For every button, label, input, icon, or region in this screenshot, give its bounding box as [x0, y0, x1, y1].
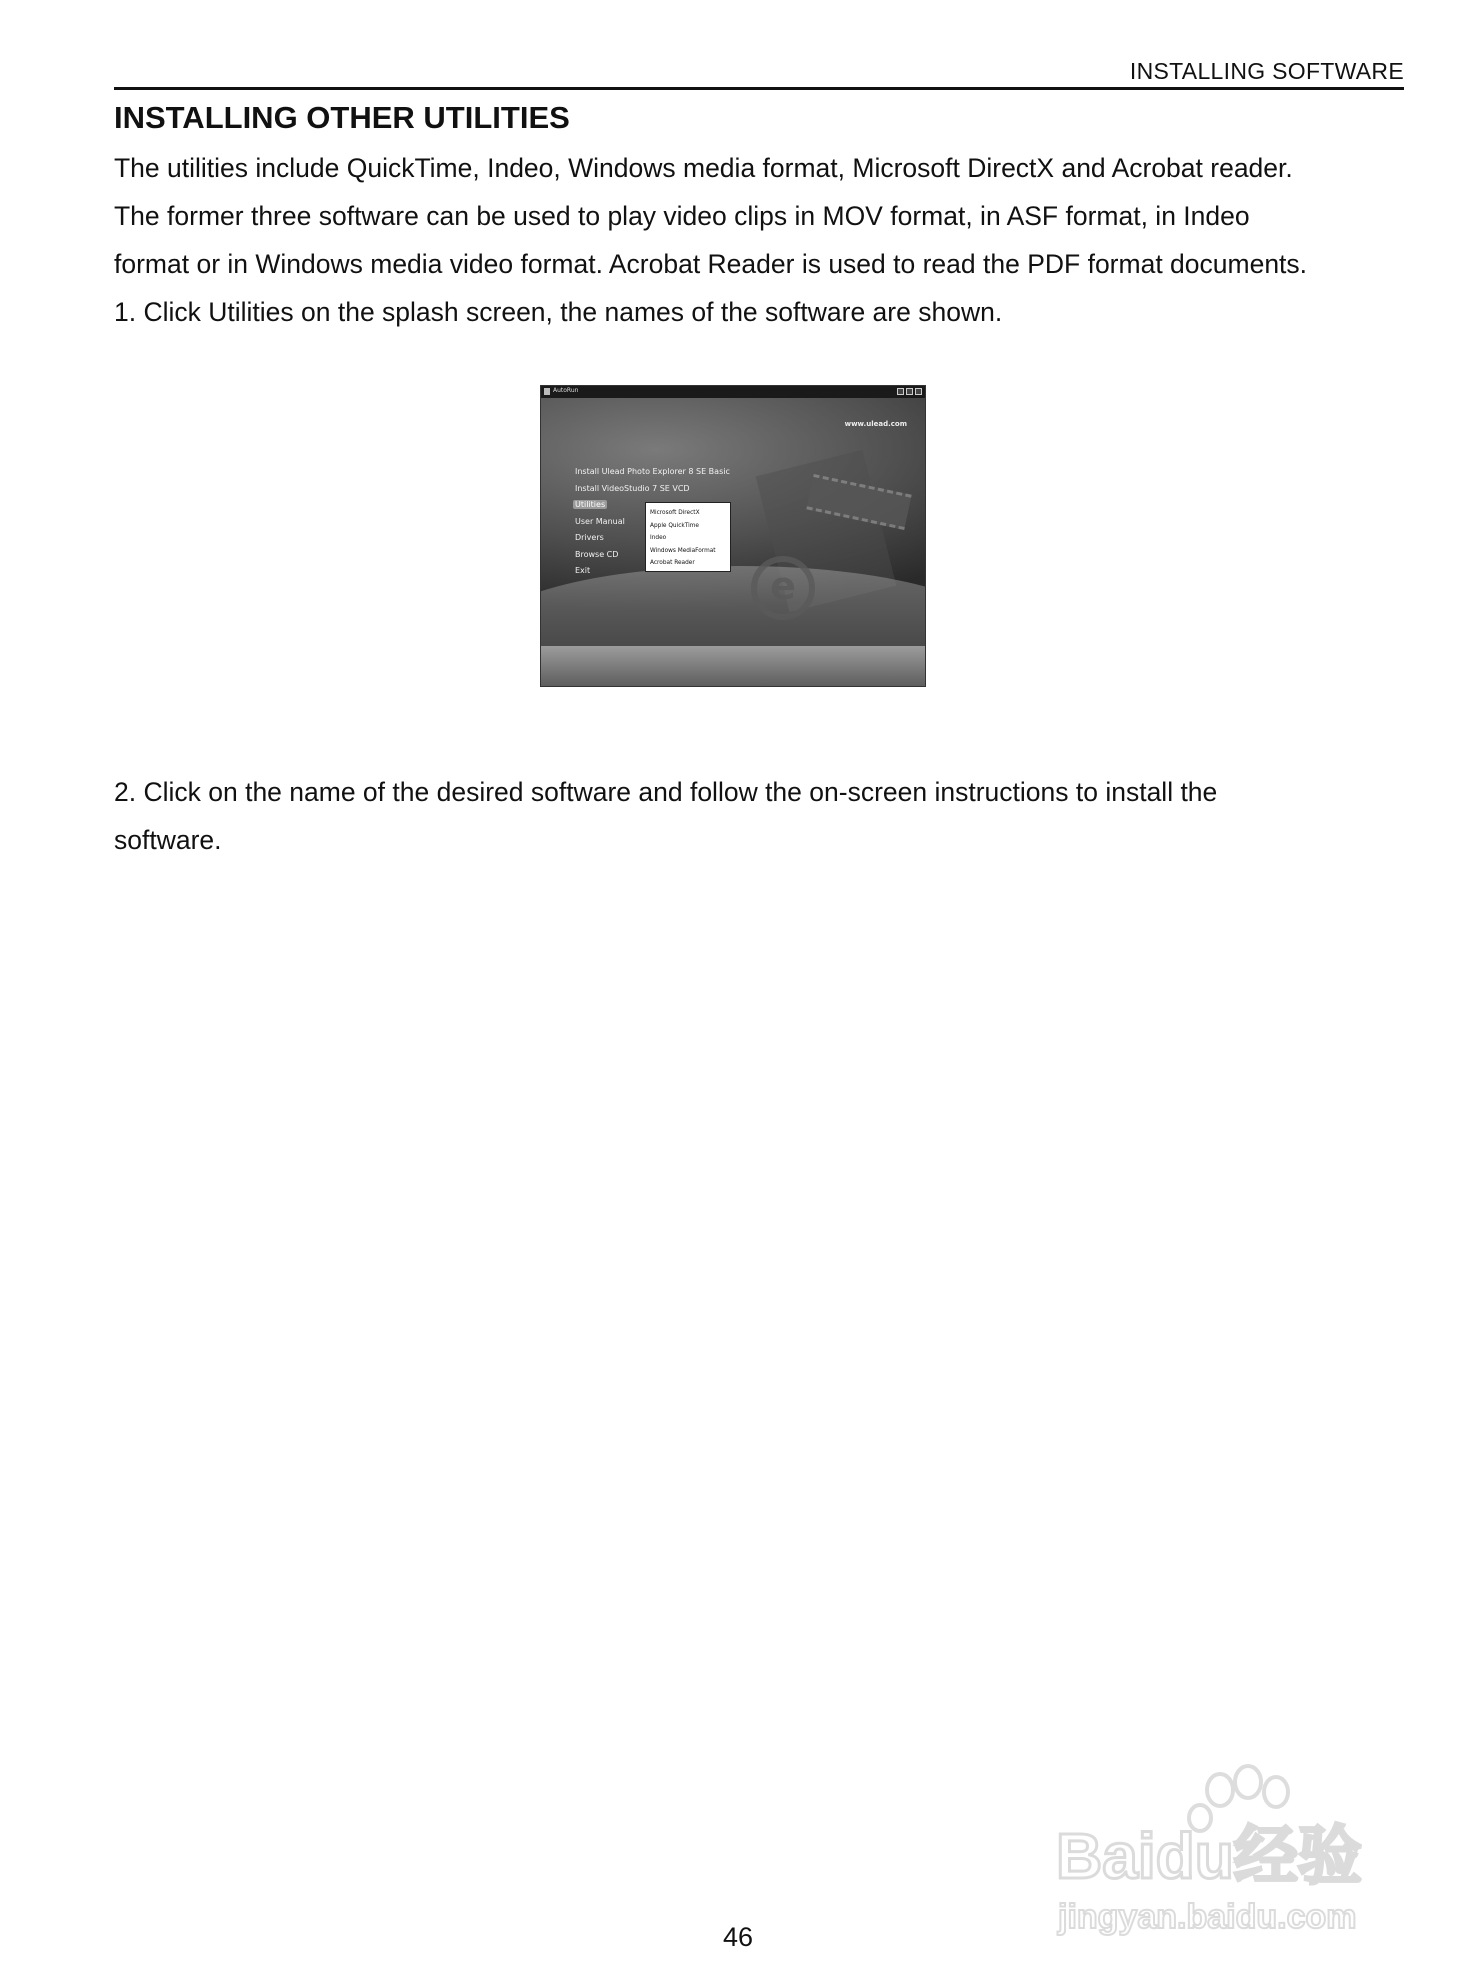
submenu-item-quicktime[interactable]: Apple QuickTime	[650, 522, 699, 529]
text-line: 2. Click on the name of the desired software and follow the on-screen instructions to install the	[114, 777, 1218, 807]
text-line: The former three software can be used to play video clips in MOV format, in ASF format, in Indeo	[114, 201, 1250, 231]
maximize-icon[interactable]	[906, 388, 913, 395]
intro-paragraph	[114, 144, 1414, 336]
close-icon[interactable]	[915, 388, 922, 395]
autorun-screenshot	[540, 385, 926, 687]
ulead-logo-icon: e	[751, 556, 815, 620]
text-line: format or in Windows media video format. Acrobat Reader is used to read the PDF format documents.	[114, 249, 1308, 279]
baidu-watermark	[1050, 1760, 1410, 1940]
utilities-submenu	[645, 502, 731, 572]
section-title: INSTALLING OTHER UTILITIES	[114, 100, 570, 135]
submenu-item-indeo[interactable]: Indeo	[650, 535, 667, 542]
page-number: 46	[722, 1922, 754, 1952]
menu-item-exit[interactable]: Exit	[575, 566, 591, 575]
header-rule	[114, 87, 1404, 90]
text-line: The utilities include QuickTime, Indeo, Windows media format, Microsoft DirectX and Acrobat reader.	[114, 153, 1293, 183]
menu-item-user-manual[interactable]: User Manual	[575, 516, 625, 526]
watermark-brand: Baidu经验	[1056, 1820, 1362, 1892]
app-icon	[544, 388, 550, 395]
minimize-icon[interactable]	[897, 388, 904, 395]
menu-item-install-videostudio[interactable]: Install VideoStudio 7 SE VCD	[575, 483, 690, 493]
screenshot-footer-band	[541, 646, 925, 686]
window-title: AutoRun	[553, 387, 579, 394]
running-header: INSTALLING SOFTWARE	[1129, 58, 1404, 84]
step-1-text: 1. Click Utilities on the splash screen, the names of the software are shown.	[114, 297, 1003, 327]
menu-item-install-photo-explorer[interactable]: Install Ulead Photo Explorer 8 SE Basic	[575, 467, 730, 476]
menu-item-utilities[interactable]: Utilities	[575, 500, 606, 509]
watermark-url: jingyan.baidu.com	[1058, 1898, 1357, 1936]
submenu-item-acrobat-reader[interactable]: Acrobat Reader	[650, 560, 695, 567]
menu-item-browse-cd[interactable]: Browse CD	[575, 549, 619, 559]
step-2-paragraph	[114, 768, 1414, 864]
paw-icon	[1189, 1766, 1288, 1831]
text-line: software.	[114, 825, 222, 855]
window-titlebar	[541, 386, 925, 398]
menu-item-drivers[interactable]: Drivers	[575, 533, 604, 542]
submenu-item-directx[interactable]: Microsoft DirectX	[650, 510, 700, 516]
website-url[interactable]: www.ulead.com	[844, 420, 907, 428]
submenu-item-windows-media-format[interactable]: Windows MediaFormat	[650, 547, 716, 554]
